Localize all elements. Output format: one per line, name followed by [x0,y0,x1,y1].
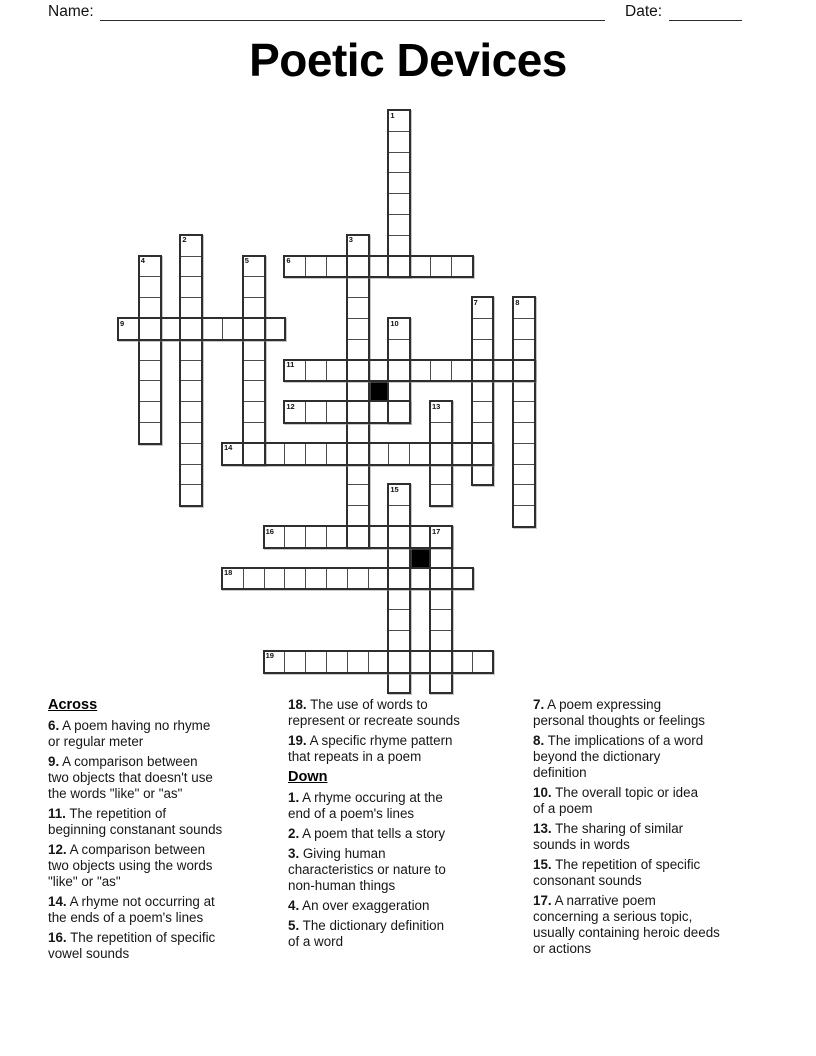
grid-cell[interactable] [347,297,369,319]
clue-number-label: 14. [48,894,67,909]
grid-cell[interactable] [388,380,410,402]
grid-cell[interactable] [430,422,452,444]
clue-heading-down: Down [288,769,328,785]
grid-cell[interactable] [430,630,452,652]
grid-cell[interactable] [180,422,202,444]
grid-cell[interactable] [326,256,348,278]
grid-cell[interactable] [430,568,452,590]
date-input-line[interactable] [669,5,742,21]
grid-cell[interactable] [388,484,410,506]
clue-10: 10. The overall topic or idea of a poem [533,785,699,816]
grid-cell[interactable] [368,256,390,278]
grid-cell[interactable] [409,443,431,465]
grid-cell[interactable] [284,443,306,465]
grid-cell[interactable] [347,651,369,673]
grid-cell[interactable] [326,526,348,548]
clue-19: 19. A specific rhyme pattern that repeats in a poem [288,733,453,764]
clue-4: 4. An over exaggeration [288,898,430,913]
grid-cell[interactable] [347,422,369,444]
grid-cell[interactable] [139,276,161,298]
grid-cell[interactable] [243,339,265,361]
grid-cell[interactable] [513,422,535,444]
grid-cell[interactable] [284,651,306,673]
grid-cell[interactable] [305,401,327,423]
grid-cell[interactable] [180,318,202,340]
clue-heading-across: Across [48,697,98,713]
grid-cell[interactable] [139,380,161,402]
clue-number-label: 4. [288,898,300,913]
grid-cell[interactable] [368,568,390,590]
grid-cell[interactable] [180,380,202,402]
grid-cell[interactable] [243,380,265,402]
cell-number-3: 3 [348,235,353,245]
clue-2: 2. A poem that tells a story [288,826,446,841]
grid-cell[interactable] [388,193,410,215]
grid-cell[interactable] [347,256,369,278]
grid-cell[interactable] [180,297,202,319]
clue-number-label: 11. [48,806,66,821]
grid-cell[interactable] [388,443,410,465]
grid-cell[interactable] [284,360,306,382]
cell-number-1: 1 [390,110,395,120]
grid-cell[interactable] [305,360,327,382]
clue-number-label: 19. [288,733,307,748]
clue-7: 7. A poem expressing personal thoughts or feelings [533,697,705,728]
grid-cell[interactable] [326,443,348,465]
cell-number-10: 10 [390,318,399,328]
clue-number-label: 12. [48,842,67,857]
cell-number-12: 12 [286,401,295,411]
clue-number-label: 8. [533,733,545,748]
clue-18: 18. The use of words to represent or recreate sounds [288,697,460,728]
grid-cell[interactable] [388,214,410,236]
grid-cell[interactable] [451,360,473,382]
grid-cell[interactable] [180,256,202,278]
grid-cell[interactable] [388,547,410,569]
grid-cell[interactable] [513,380,535,402]
grid-cell[interactable] [409,360,431,382]
clue-14: 14. A rhyme not occurring at the ends of a poem's lines [48,894,215,925]
grid-cell[interactable] [347,360,369,382]
grid-cell[interactable] [451,256,473,278]
grid-cell[interactable] [388,609,410,631]
grid-cell[interactable] [201,318,223,340]
grid-cell[interactable] [347,464,369,486]
grid-cell[interactable] [472,360,494,382]
grid-cell[interactable] [222,568,244,590]
grid-cell[interactable] [409,651,431,673]
grid-cell[interactable] [513,443,535,465]
grid-cell[interactable] [139,360,161,382]
cell-number-5: 5 [244,256,249,266]
grid-cell[interactable] [347,401,369,423]
grid-cell[interactable] [388,672,410,694]
grid-cell[interactable] [368,401,390,423]
grid-cell[interactable] [430,651,452,673]
grid-cell[interactable] [284,256,306,278]
grid-cell[interactable] [347,276,369,298]
grid-cell[interactable] [430,360,452,382]
clue-12: 12. A comparison between two objects using the words "like" or "as" [48,842,213,889]
grid-cell[interactable] [513,339,535,361]
grid-cell[interactable] [388,256,410,278]
cell-number-4: 4 [140,256,145,266]
grid-cell[interactable] [513,360,535,382]
grid-cell[interactable] [430,464,452,486]
clue-13: 13. The sharing of similar sounds in words [533,821,684,852]
cell-number-11: 11 [286,360,295,370]
grid-cell[interactable] [513,318,535,340]
clue-column-1 [48,697,274,966]
clue-1: 1. A rhyme occuring at the end of a poem's lines [288,790,443,821]
black-cell [368,380,390,402]
clue-number-label: 10. [533,785,552,800]
grid-cell[interactable] [347,505,369,527]
grid-cell[interactable] [222,318,244,340]
grid-cell[interactable] [388,588,410,610]
grid-cell[interactable] [430,401,452,423]
grid-cell[interactable] [284,526,306,548]
grid-cell[interactable] [326,651,348,673]
grid-cell[interactable] [243,401,265,423]
grid-cell[interactable] [243,297,265,319]
grid-cell[interactable] [388,172,410,194]
grid-cell[interactable] [180,235,202,257]
grid-cell[interactable] [326,568,348,590]
grid-cell[interactable] [368,651,390,673]
grid-cell[interactable] [264,526,286,548]
grid-cell[interactable] [243,318,265,340]
clue-9: 9. A comparison between two objects that doesn't use the words "like" or "as" [48,754,213,801]
grid-cell[interactable] [388,630,410,652]
grid-cell[interactable] [118,318,140,340]
grid-cell[interactable] [243,443,265,465]
name-label: Name: [48,3,94,20]
grid-cell[interactable] [388,526,410,548]
clue-number-label: 17. [533,893,552,908]
grid-cell[interactable] [139,297,161,319]
grid-cell[interactable] [388,235,410,257]
cell-number-9: 9 [120,318,125,328]
grid-cell[interactable] [430,484,452,506]
clue-number-label: 16. [48,930,67,945]
grid-cell[interactable] [430,443,452,465]
grid-cell[interactable] [347,380,369,402]
grid-cell[interactable] [388,651,410,673]
grid-cell[interactable] [388,568,410,590]
grid-cell[interactable] [180,484,202,506]
cell-number-8: 8 [515,297,520,307]
clue-number-label: 13. [533,821,552,836]
grid-cell[interactable] [243,276,265,298]
cell-number-16: 16 [265,526,274,536]
grid-cell[interactable] [326,401,348,423]
grid-cell[interactable] [347,318,369,340]
page-title: Poetic Devices [249,34,567,86]
grid-cell[interactable] [305,568,327,590]
grid-cell[interactable] [388,131,410,153]
grid-cell[interactable] [368,443,390,465]
grid-cell[interactable] [180,339,202,361]
clue-3: 3. Giving human characteristics or nature to non-human things [288,846,446,893]
grid-cell[interactable] [180,276,202,298]
clue-8: 8. The implications of a word beyond the dictionary definition [533,733,704,780]
grid-cell[interactable] [451,443,473,465]
clue-number-label: 5. [288,918,300,933]
grid-cell[interactable] [388,401,410,423]
clue-5: 5. The dictionary definition of a word [288,918,445,949]
grid-cell[interactable] [243,568,265,590]
cell-number-19: 19 [265,651,274,661]
grid-cell[interactable] [472,339,494,361]
grid-cell[interactable] [513,484,535,506]
grid-cell[interactable] [472,422,494,444]
cell-number-15: 15 [390,484,399,494]
crossword-grid [118,110,536,694]
grid-cell[interactable] [305,526,327,548]
grid-cell[interactable] [139,422,161,444]
grid-cell[interactable] [347,526,369,548]
black-cell [409,547,431,569]
grid-cell[interactable] [368,526,390,548]
grid-cell[interactable] [368,360,390,382]
grid-cell[interactable] [139,339,161,361]
grid-cell[interactable] [326,360,348,382]
grid-cell[interactable] [264,318,286,340]
grid-cell[interactable] [513,464,535,486]
cell-number-6: 6 [286,256,291,266]
grid-cell[interactable] [513,297,535,319]
grid-cell[interactable] [472,401,494,423]
cell-number-13: 13 [432,401,441,411]
grid-cell[interactable] [492,360,514,382]
grid-cell[interactable] [160,318,182,340]
grid-cell[interactable] [139,401,161,423]
clue-column-3 [533,697,769,961]
grid-cell[interactable] [347,339,369,361]
grid-cell[interactable] [243,422,265,444]
clue-number-label: 6. [48,718,60,733]
grid-cell[interactable] [409,568,431,590]
grid-cell[interactable] [305,256,327,278]
grid-cell[interactable] [180,464,202,486]
grid-cell[interactable] [305,443,327,465]
grid-cell[interactable] [472,651,494,673]
grid-cell[interactable] [472,443,494,465]
grid-cell[interactable] [472,318,494,340]
clue-6: 6. A poem having no rhyme or regular meter [48,718,211,749]
grid-cell[interactable] [451,568,473,590]
grid-cell[interactable] [388,318,410,340]
grid-cell[interactable] [430,672,452,694]
grid-cell[interactable] [472,297,494,319]
clue-number-label: 2. [288,826,300,841]
grid-cell[interactable] [430,609,452,631]
name-input-line[interactable] [100,5,605,21]
grid-cell[interactable] [409,526,431,548]
grid-cell[interactable] [347,443,369,465]
grid-cell[interactable] [284,568,306,590]
grid-cell[interactable] [264,443,286,465]
grid-cell[interactable] [430,256,452,278]
grid-cell[interactable] [388,110,410,132]
grid-cell[interactable] [388,339,410,361]
grid-cell[interactable] [139,318,161,340]
grid-cell[interactable] [264,651,286,673]
grid-cell[interactable] [472,464,494,486]
cell-number-2: 2 [182,235,187,245]
clue-number-label: 7. [533,697,545,712]
date-label: Date: [625,3,663,20]
clue-11: 11. The repetition of beginning constanant sounds [48,806,223,837]
grid-cell[interactable] [513,401,535,423]
grid-cell[interactable] [347,235,369,257]
grid-cell[interactable] [222,443,244,465]
clue-number-label: 1. [288,790,300,805]
clue-column-2 [288,697,514,954]
grid-cell[interactable] [409,256,431,278]
grid-cell[interactable] [451,651,473,673]
grid-cell[interactable] [430,547,452,569]
clue-number-label: 15. [533,857,552,872]
grid-cell[interactable] [513,505,535,527]
clue-17: 17. A narrative poem concerning a serious topic, usually containing heroic deeds or actions [533,893,720,956]
grid-cell[interactable] [305,651,327,673]
grid-cell[interactable] [347,484,369,506]
grid-cell[interactable] [180,401,202,423]
grid-cell[interactable] [180,443,202,465]
clue-number-label: 9. [48,754,60,769]
grid-cell[interactable] [264,568,286,590]
grid-cell[interactable] [139,256,161,278]
grid-cell[interactable] [347,568,369,590]
grid-cell[interactable] [243,256,265,278]
grid-cell[interactable] [430,588,452,610]
grid-cell[interactable] [388,360,410,382]
grid-cell[interactable] [243,360,265,382]
grid-cell[interactable] [180,360,202,382]
clue-number-label: 3. [288,846,300,861]
grid-cell[interactable] [388,152,410,174]
clue-15: 15. The repetition of specific consonant sounds [533,857,701,888]
grid-cell[interactable] [472,380,494,402]
grid-cell[interactable] [388,505,410,527]
clue-16: 16. The repetition of specific vowel sounds [48,930,216,961]
grid-cell[interactable] [430,526,452,548]
cell-number-17: 17 [432,526,441,536]
clue-number-label: 18. [288,697,307,712]
grid-cell[interactable] [284,401,306,423]
cell-number-14: 14 [224,443,233,453]
cell-number-18: 18 [224,568,233,578]
cell-number-7: 7 [473,297,478,307]
